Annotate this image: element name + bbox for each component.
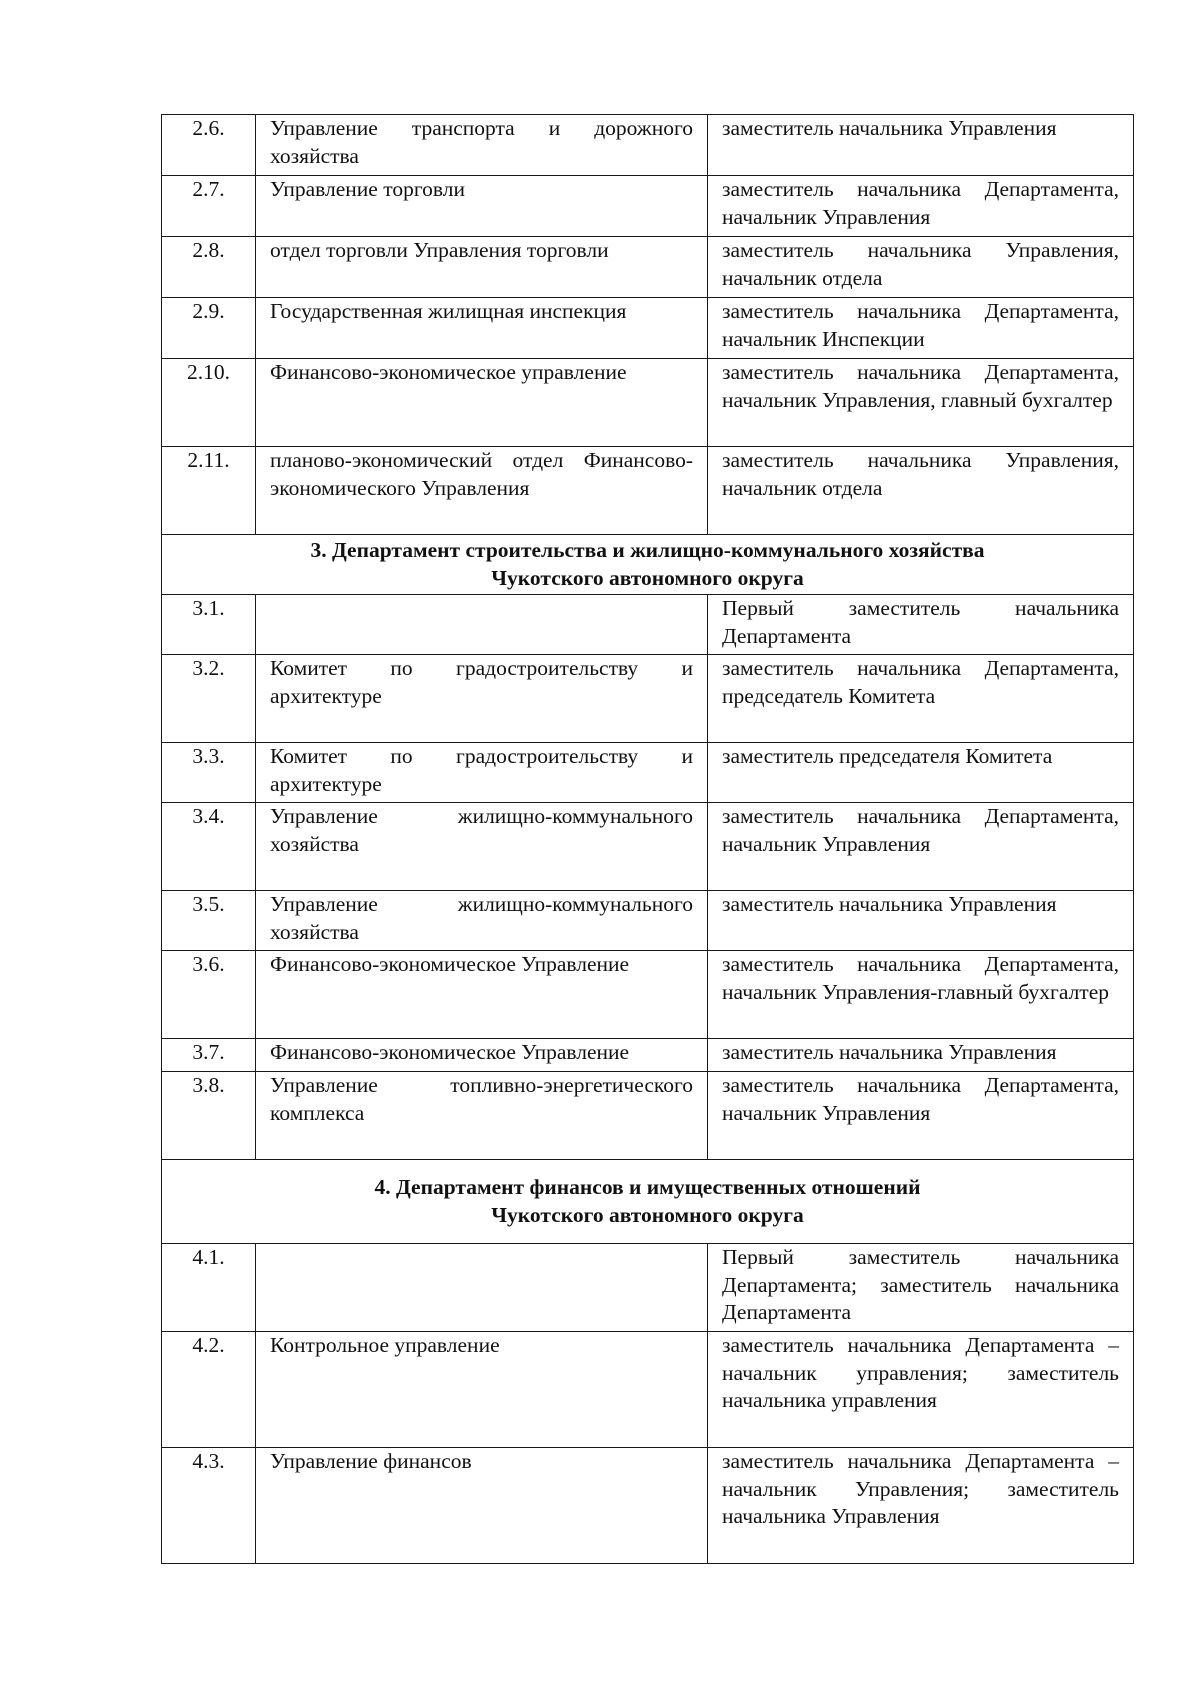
table-row: [162, 359, 1134, 447]
position-title-cell: [708, 359, 1134, 447]
row-number-cell: [162, 655, 256, 743]
row-number: 2.7.: [192, 177, 225, 201]
organization-unit-cell: [256, 298, 708, 359]
section-title-line1: 4. Департамент финансов и имущественных отношений: [374, 1175, 921, 1199]
organization-unit-cell: [256, 803, 708, 891]
position-title-cell: [708, 595, 1134, 655]
organization-unit: отдел торговли Управления торговли: [270, 238, 609, 262]
position-title-cell: [708, 655, 1134, 743]
position-title-cell: [708, 237, 1134, 298]
position-title-cell: [708, 1072, 1134, 1160]
row-number-cell: [162, 447, 256, 535]
table-row: [162, 237, 1134, 298]
position-title: заместитель начальника Управления: [722, 116, 1057, 140]
table-row: [162, 1072, 1134, 1160]
organization-unit: Финансово-экономическое управление: [270, 360, 627, 384]
row-number-cell: [162, 803, 256, 891]
row-number: 2.11.: [187, 448, 230, 472]
section-header-row: [162, 535, 1134, 595]
row-number: 3.6.: [192, 952, 225, 976]
position-title: заместитель начальника Департамента, начальник Управления, главный бухгалтер: [722, 360, 1119, 412]
position-title-cell: [708, 803, 1134, 891]
organization-unit-cell: [256, 1072, 708, 1160]
position-title-cell: [708, 1039, 1134, 1072]
organization-unit: планово-экономический отдел Финансово-экономического Управления: [270, 448, 693, 500]
row-number: 2.10.: [187, 360, 230, 384]
position-title: заместитель начальника Департамента, начальник Управления: [722, 177, 1119, 229]
row-number-cell: [162, 1072, 256, 1160]
organization-unit-cell: [256, 891, 708, 951]
position-title: заместитель начальника Департамента, начальник Управления: [722, 1073, 1119, 1125]
organization-unit-cell: [256, 447, 708, 535]
position-title: заместитель начальника Департамента, председатель Комитета: [722, 656, 1119, 708]
row-number: 4.2.: [192, 1333, 225, 1357]
row-number: 2.8.: [192, 238, 225, 262]
table-row: [162, 1244, 1134, 1332]
table-row: [162, 115, 1134, 176]
position-title-cell: [708, 115, 1134, 176]
position-title: заместитель начальника Управления, начальник отдела: [722, 448, 1119, 500]
organization-unit-cell: [256, 951, 708, 1039]
row-number: 4.1.: [192, 1245, 225, 1269]
organization-unit-cell: [256, 115, 708, 176]
organization-unit-cell: [256, 237, 708, 298]
row-number-cell: [162, 743, 256, 803]
organization-unit-cell: [256, 1244, 708, 1332]
table-row: [162, 655, 1134, 743]
organization-unit-cell: [256, 655, 708, 743]
position-title: заместитель начальника Департамента, начальник Инспекции: [722, 299, 1119, 351]
organization-unit-cell: [256, 595, 708, 655]
staff-positions-table: [161, 114, 1134, 1564]
row-number-cell: [162, 359, 256, 447]
organization-unit: Управление топливно-энергетического комплекса: [270, 1073, 693, 1125]
organization-unit: Государственная жилищная инспекция: [270, 299, 627, 323]
table-row: [162, 1332, 1134, 1448]
table-row: [162, 1039, 1134, 1072]
table-body: [162, 115, 1134, 1564]
row-number-cell: [162, 1244, 256, 1332]
row-number-cell: [162, 298, 256, 359]
position-title: Первый заместитель начальника Департамента; заместитель начальника Департамента: [722, 1245, 1119, 1324]
row-number-cell: [162, 1448, 256, 1564]
position-title-cell: [708, 951, 1134, 1039]
position-title: заместитель начальника Управления: [722, 892, 1057, 916]
position-title: заместитель начальника Департамента, начальник Управления-главный бухгалтер: [722, 952, 1119, 1004]
organization-unit: Финансово-экономическое Управление: [270, 1040, 630, 1064]
organization-unit: Управление жилищно-коммунального хозяйства: [270, 892, 693, 944]
organization-unit: Управление финансов: [270, 1449, 472, 1473]
row-number: 2.6.: [192, 116, 225, 140]
organization-unit: Контрольное управление: [270, 1333, 500, 1357]
organization-unit-cell: [256, 176, 708, 237]
table-row: [162, 951, 1134, 1039]
table-row: [162, 176, 1134, 237]
row-number: 4.3.: [192, 1449, 225, 1473]
row-number-cell: [162, 891, 256, 951]
row-number: 3.5.: [192, 892, 225, 916]
section-title-line1: 3. Департамент строительства и жилищно-коммунального хозяйства: [310, 538, 985, 562]
section-header-row: [162, 1160, 1134, 1244]
section-title: [162, 1160, 1134, 1244]
section-title: [162, 535, 1134, 595]
organization-unit: Финансово-экономическое Управление: [270, 952, 630, 976]
organization-unit: Управление торговли: [270, 177, 465, 201]
row-number-cell: [162, 951, 256, 1039]
organization-unit-cell: [256, 359, 708, 447]
table-row: [162, 447, 1134, 535]
row-number: 3.1.: [192, 596, 225, 620]
section-title-line2: Чукотского автономного округа: [491, 1202, 804, 1227]
position-title-cell: [708, 1244, 1134, 1332]
organization-unit: Комитет по градостроительству и архитектуре: [270, 656, 693, 708]
row-number: 3.4.: [192, 804, 225, 828]
row-number-cell: [162, 1039, 256, 1072]
row-number-cell: [162, 595, 256, 655]
section-title-line2: Чукотского автономного округа: [491, 565, 804, 590]
row-number: 3.3.: [192, 744, 225, 768]
organization-unit: Комитет по градостроительству и архитектуре: [270, 744, 693, 796]
organization-unit-cell: [256, 1448, 708, 1564]
row-number-cell: [162, 1332, 256, 1448]
position-title: заместитель начальника Управления, начальник отдела: [722, 238, 1119, 290]
table-row: [162, 743, 1134, 803]
position-title-cell: [708, 1448, 1134, 1564]
table-row: [162, 1448, 1134, 1564]
table-row: [162, 891, 1134, 951]
organization-unit: Управление жилищно-коммунального хозяйства: [270, 804, 693, 856]
organization-unit-cell: [256, 1039, 708, 1072]
position-title-cell: [708, 447, 1134, 535]
position-title-cell: [708, 176, 1134, 237]
organization-unit-cell: [256, 743, 708, 803]
position-title-cell: [708, 891, 1134, 951]
position-title: заместитель начальника Департамента – начальник Управления; заместитель начальника Управления: [722, 1449, 1119, 1528]
organization-unit-cell: [256, 1332, 708, 1448]
position-title: заместитель начальника Управления: [722, 1040, 1057, 1064]
position-title-cell: [708, 1332, 1134, 1448]
position-title: заместитель начальника Департамента – начальник управления; заместитель начальника управления: [722, 1333, 1119, 1412]
row-number: 2.9.: [192, 299, 225, 323]
row-number: 3.7.: [192, 1040, 225, 1064]
organization-unit: Управление транспорта и дорожного хозяйства: [270, 116, 693, 168]
row-number-cell: [162, 115, 256, 176]
row-number-cell: [162, 237, 256, 298]
position-title: заместитель начальника Департамента, начальник Управления: [722, 804, 1119, 856]
position-title: Первый заместитель начальника Департамента: [722, 596, 1119, 648]
position-title-cell: [708, 298, 1134, 359]
row-number-cell: [162, 176, 256, 237]
table-row: [162, 803, 1134, 891]
row-number: 3.2.: [192, 656, 225, 680]
row-number: 3.8.: [192, 1073, 225, 1097]
table-row: [162, 595, 1134, 655]
table-row: [162, 298, 1134, 359]
position-title: заместитель председателя Комитета: [722, 744, 1053, 768]
position-title-cell: [708, 743, 1134, 803]
